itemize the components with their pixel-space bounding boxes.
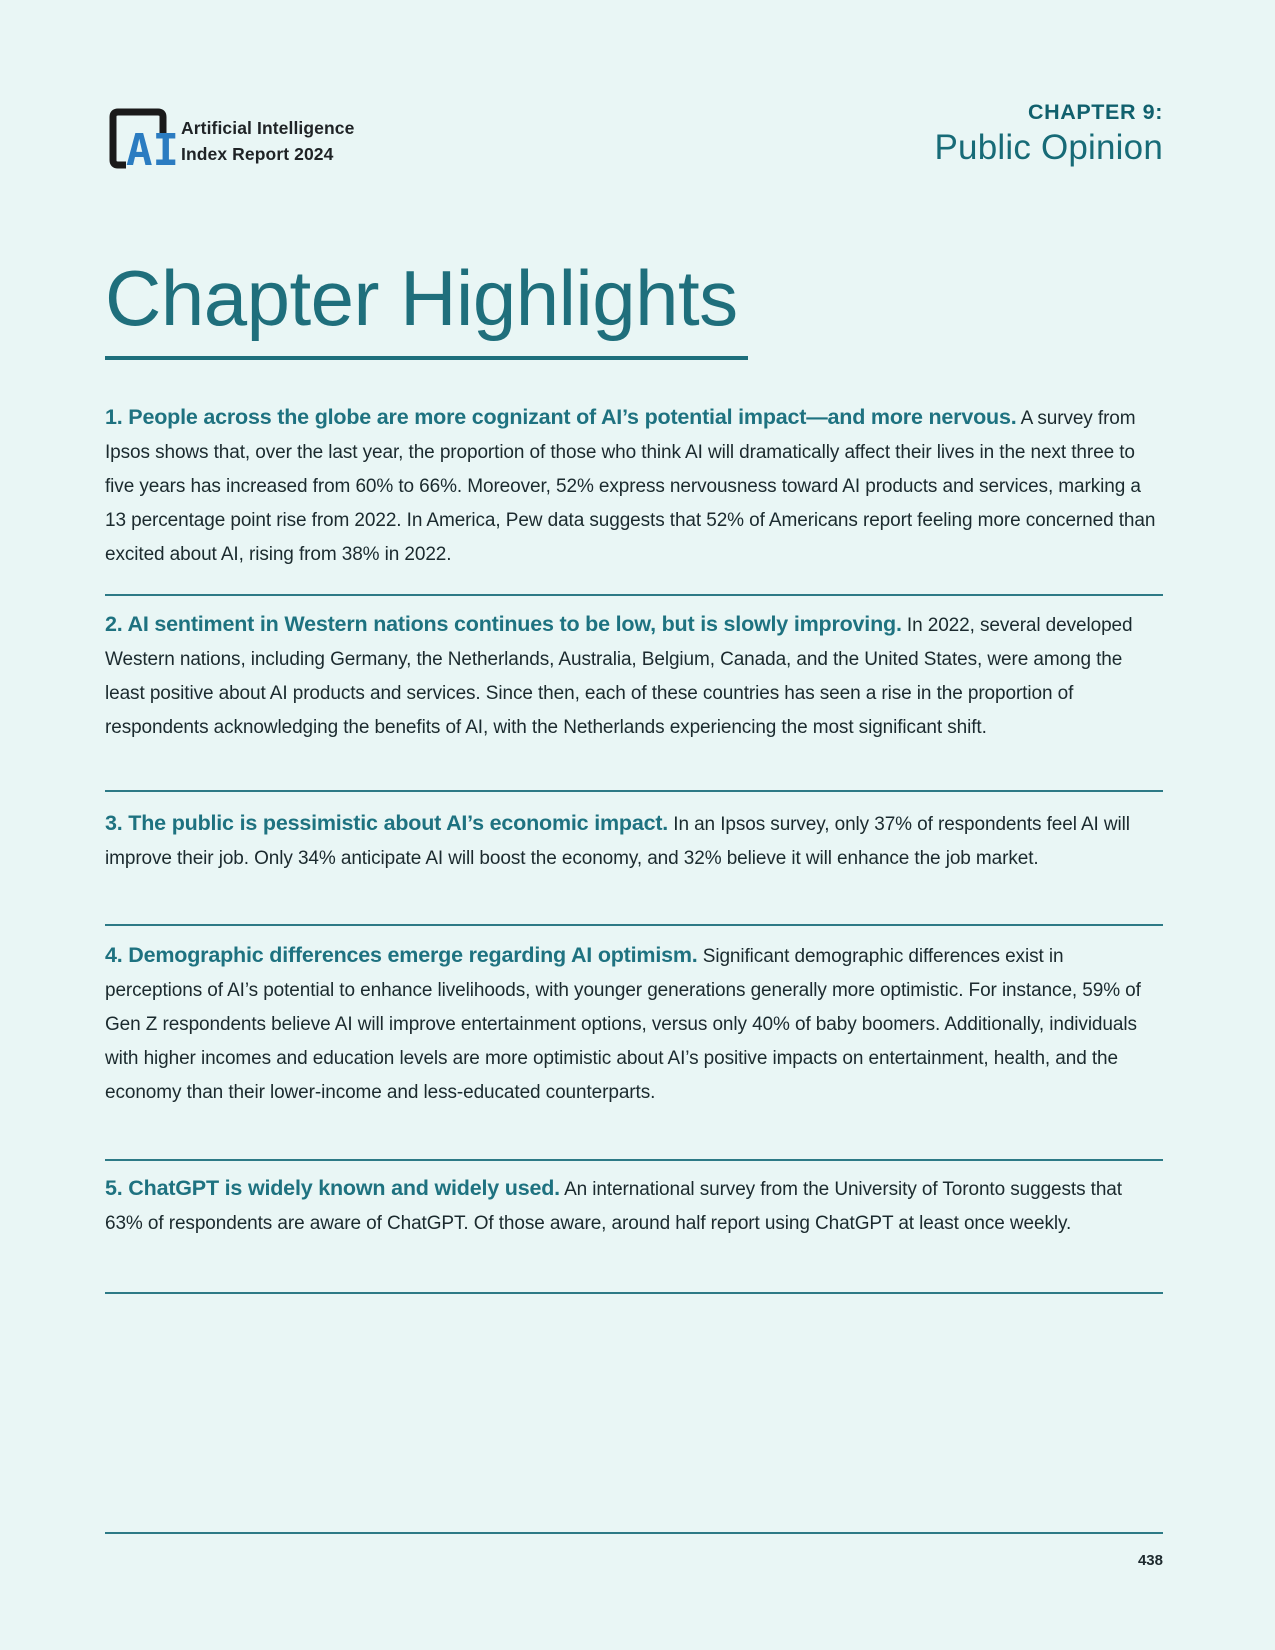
highlight-section-3 [105,806,1163,876]
section-divider [105,594,1163,596]
section-divider [105,1292,1163,1294]
chapter-label: CHAPTER 9: [1027,100,1163,124]
highlight-3-heading: 3. The public is pessimistic about AI’s economic impact. [105,811,669,835]
highlight-1-body: A survey from Ipsos shows that, over the last year, the proportion of those who think AI will dramatically affect their lives in the next three to five years has increased from 60% to 66%. Moreover, 52% express nervousness toward AI products and services, marking a 13 percentage point rise from 2022. In America, Pew data suggests that 52% of Americans report feeling more concerned than excited about AI, rising from 38% in 2022. [105,408,1156,565]
section-divider [105,1159,1163,1161]
chapter-header [935,100,1164,168]
highlight-section-4 [105,938,1163,1110]
highlight-1-heading: 1. People across the globe are more cognizant of AI’s potential impact—and more nervous. [105,405,1017,429]
logo-ai-text: AI [126,125,179,174]
chapter-title: Public Opinion [934,128,1163,167]
highlight-section-2 [105,607,1163,745]
brand-line2: Index Report 2024 [181,143,334,164]
highlight-section-5 [105,1171,1163,1241]
page-title: Chapter Highlights [105,252,748,360]
section-divider [105,790,1163,792]
highlight-5-heading: 5. ChatGPT is widely known and widely used. [105,1176,560,1200]
section-divider [105,924,1163,926]
footer-divider [105,1532,1163,1534]
highlight-2-body: In 2022, several developed Western nations, including Germany, the Netherlands, Australia, Belgium, Canada, and the United States, were among the least positive about AI products and services. Since then, each of these countries has seen a rise in the proportion of respondents acknowledging the benefits of AI, with the Netherlands experiencing the most significant shift. [105,615,1133,738]
highlight-section-1 [105,400,1163,572]
highlight-3-body: In an Ipsos survey, only 37% of respondents feel AI will improve their job. Only 34% anticipate AI will boost the economy, and 32% believe it will enhance the job market. [105,814,1130,869]
highlight-4-body: Significant demographic differences exist in perceptions of AI’s potential to enhance livelihoods, with younger generations generally more optimistic. For instance, 59% of Gen Z respondents believe AI will improve entertainment options, versus only 40% of baby boomers. Additionally, individuals with higher incomes and education levels are more optimistic about AI’s positive impacts on entertainment, health, and the economy than their lower-income and less-educated counterparts. [105,946,1141,1103]
highlight-2-heading: 2. AI sentiment in Western nations continues to be low, but is slowly improving. [105,612,902,636]
highlight-5-body: An international survey from the University of Toronto suggests that 63% of respondents are aware of ChatGPT. Of those aware, around half report using ChatGPT at least once weekly. [105,1179,1122,1234]
highlight-4-heading: 4. Demographic differences emerge regarding AI optimism. [105,943,698,967]
brand-line1: Artificial Intelligence [181,118,355,138]
page-number: 438 [1137,1552,1163,1569]
brand-text [181,116,354,167]
ai-index-logo-icon [105,104,181,179]
